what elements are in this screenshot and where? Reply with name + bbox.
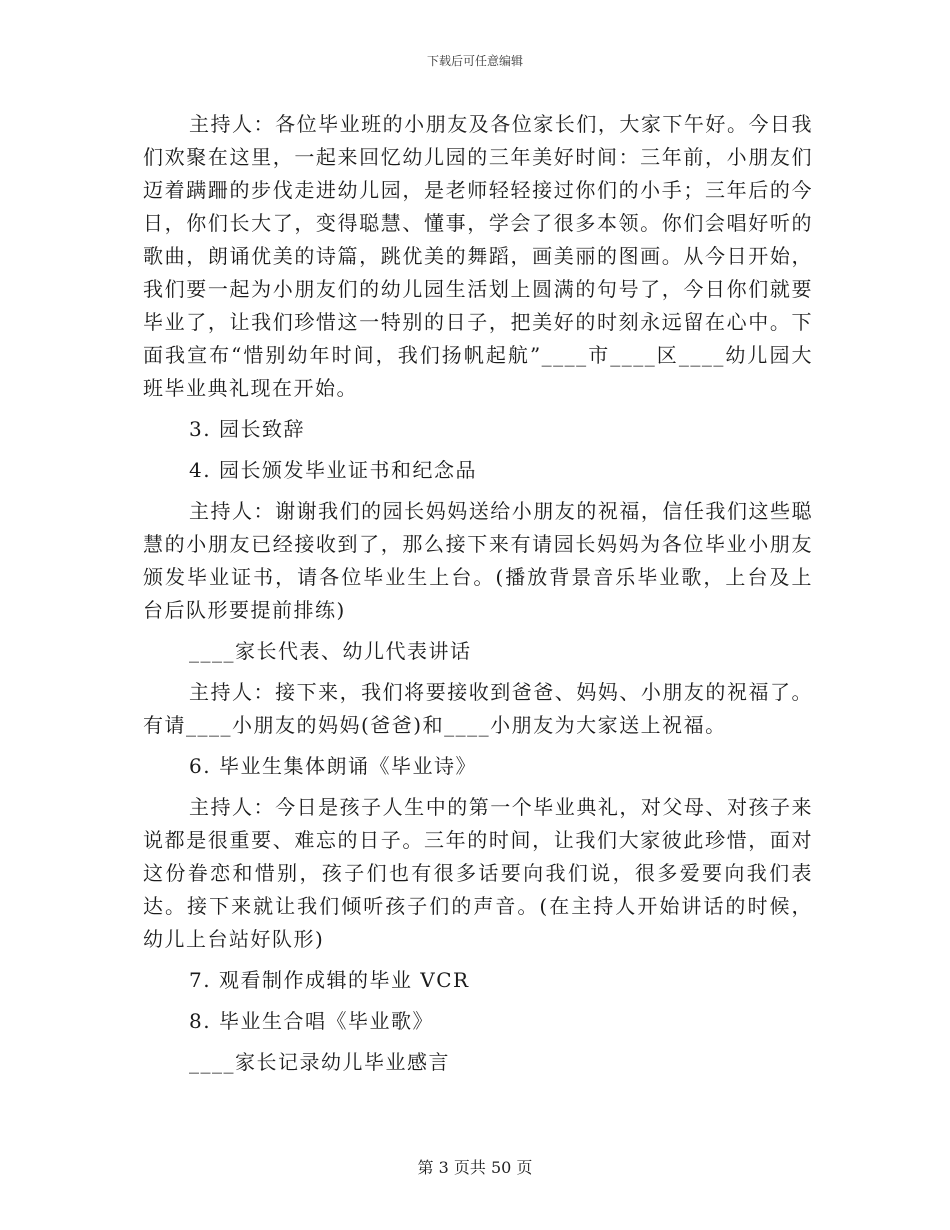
- page-footer: 第 3 页共 50 页: [417, 1158, 533, 1177]
- document-body: [143, 108, 813, 1079]
- agenda-item-6: 6. 毕业生集体朗诵《毕业诗》: [189, 754, 477, 778]
- host-blessing-paragraph: 主持人：接下来，我们将要接收到爸爸、妈妈、小朋友的祝福了。有请____小朋友的妈妈(爸爸)和____小朋友为大家送上祝福。: [143, 680, 813, 737]
- agenda-item-4: 4. 园长颁发毕业证书和纪念品: [189, 458, 477, 482]
- page-header: 下载后可任意编辑: [426, 54, 523, 68]
- host-certificate-paragraph: 主持人：谢谢我们的园长妈妈送给小朋友的祝福，信任我们这些聪慧的小朋友已经接收到了，那么接下来有请园长妈妈为各位毕业小朋友颁发毕业证书，请各位毕业生上台。(播放背景音乐毕业歌，上台及上台后队形要提前排练): [143, 499, 813, 622]
- agenda-item-3: 3. 园长致辞: [189, 417, 305, 441]
- agenda-item-7: 7. 观看制作成辑的毕业 VCR: [189, 968, 470, 992]
- agenda-item-speech: ____家长代表、幼儿代表讲话: [189, 639, 472, 663]
- agenda-item-parents-record: ____家长记录幼儿毕业感言: [189, 1050, 450, 1074]
- host-opening-paragraph: 主持人：各位毕业班的小朋友及各位家长们，大家下午好。今日我们欢聚在这里，一起来回忆幼儿园的三年美好时间：三年前，小朋友们迈着蹒跚的步伐走进幼儿园，是老师轻轻接过你们的小手；三年后的今日，你们长大了，变得聪慧、懂事，学会了很多本领。你们会唱好听的歌曲，朗诵优美的诗篇，跳优美的舞蹈，画美丽的图画。从今日开始，我们要一起为小朋友们的幼儿园生活划上圆满的句号了，今日你们就要毕业了，让我们珍惜这一特别的日子，把美好的时刻永远留在心中。下面我宣布“惜别幼年时间，我们扬帆起航”____市____区____幼儿园大班毕业典礼现在开始。: [143, 112, 813, 400]
- agenda-item-8: 8. 毕业生合唱《毕业歌》: [189, 1009, 434, 1033]
- host-recital-paragraph: 主持人：今日是孩子人生中的第一个毕业典礼，对父母、对孩子来说都是很重要、难忘的日子。三年的时间，让我们大家彼此珍惜，面对这份眷恋和惜别，孩子们也有很多话要向我们说，很多爱要向我们表达。接下来就让我们倾听孩子们的声音。(在主持人开始讲话的时候，幼儿上台站好队形): [143, 795, 813, 951]
